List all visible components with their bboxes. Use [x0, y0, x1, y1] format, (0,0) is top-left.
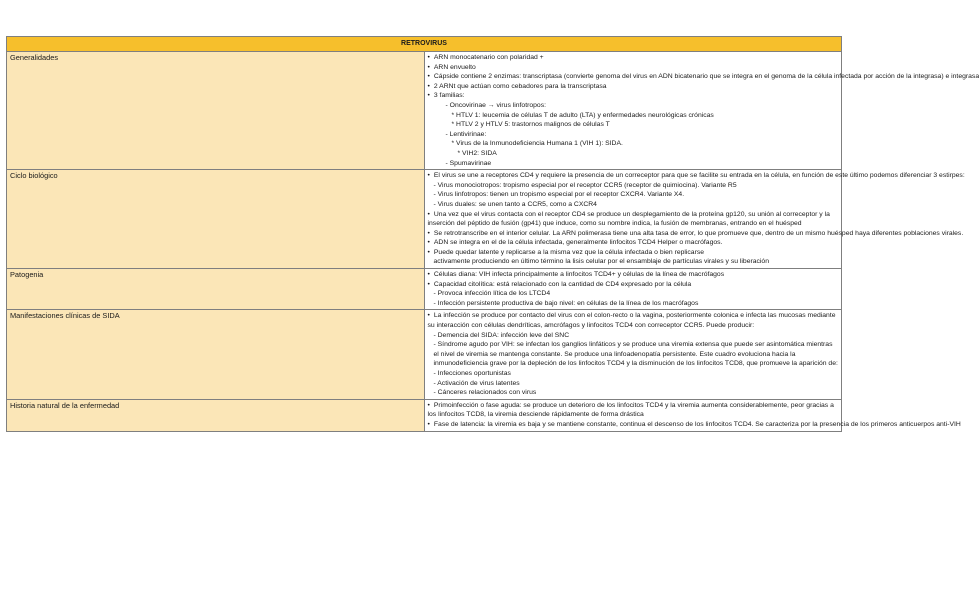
section-row-ciclo-biologico — [7, 170, 842, 269]
bullet-item: • ARN envuelto — [428, 63, 839, 73]
sub-item: - Demencia del SIDA: infección leve del SNC — [433, 331, 570, 339]
section-row-manifestaciones-clinicas-de-sida — [7, 310, 842, 399]
section-row-patogenia — [7, 269, 842, 310]
bullet-item: • Capacidad citolítica: está relacionado con la cantidad de CD4 expresado por la célula — [428, 280, 839, 290]
section-label: Historia natural de la enfermedad — [7, 399, 425, 431]
bullet-item: • ADN se integra en el de la célula infectada, generalmente linfocitos TCD4 Helper o macrófagos. — [428, 238, 839, 248]
bullet-item: • ARN monocatenario con polaridad + — [428, 53, 839, 63]
bullet-item: • Se retrotranscribe en el interior celular. La ARN polimerasa tiene una alta tasa de error, lo que promueve que, dentro de un mismo huésped haya diferentes poblaciones virales. — [428, 229, 839, 239]
sub-item: * Virus de la Inmunodeficiencia Humana 1 (VIH 1): SIDA. — [451, 140, 623, 148]
bullet-item: • El virus se une a receptores CD4 y requiere la presencia de un correceptor para que se facilite su entrada en la célula, en función de este último podemos diferenciar 3 estirpes: — [428, 171, 839, 181]
section-content — [424, 399, 961, 431]
bullet-item: • La infección se produce por contacto del virus con el colon-recto o la vagina, posteriormente colonica e infecta las mucosas mediante su interacción con células dendríticas, amcrófagos y linfocitos TCD4 con correceptor CCR5. Puede producir: — [428, 311, 839, 330]
table-title: RETROVIRUS — [7, 37, 842, 52]
bullet-item: • Puede quedar latente y replicarse a la misma vez que la célula infectada o bien replicarse — [428, 248, 839, 258]
sub-item: - Virus linfotropos: tienen un tropismo especial por el receptor CXCR4. Variante X4. — [433, 191, 685, 199]
sub-item: * HTLV 2 y HTLV 5: trastornos malignos de células T — [451, 121, 610, 129]
table-header-row — [7, 37, 842, 52]
sub-item: - Infección persistente productiva de bajo nivel: en células de la línea de los macrófagos — [433, 299, 699, 307]
sub-item: - Síndrome agudo por VIH: se infectan los ganglios linfáticos y se produce una viremia extensa que puede ser asintomática mientras el nivel de viremia se mantenga constante. Se produce una linfoadenopatía persistente. Este cuadro evoluciona hacia la inmunodeficiencia grave por la depleción de los linfocitos TCD4 y la disminución de los linfocitos TCD8, que promueve la aparición de: — [433, 341, 838, 368]
sub-item: - Virus monociotropos: tropismo especial por el receptor CCR5 (receptor de quimiocina). Variante R5 — [433, 181, 737, 189]
bullet-item: • Cápside contiene 2 enzimas: transcriptasa (convierte genoma del virus en ADN bicatenario que se integra en el genoma de la célula infectada por acción de la integrasa) e integrasa — [428, 72, 839, 82]
sub-item: - Provoca infección lítica de los LTCD4 — [433, 290, 551, 298]
sub-item: * VIH2: SIDA — [457, 149, 497, 157]
section-content — [424, 170, 965, 269]
sub-item: - Spumavirinae — [445, 159, 492, 167]
bullet-item: • Una vez que el virus contacta con el receptor CD4 se produce un desplegamiento de la proteína gp120, su unión al correceptor y la inserción del péptido de fusión (gp41) que induce, como su nombre indica, la fusión de membranas, entrando en el huésped — [428, 210, 839, 229]
sub-item: - Virus duales: se unen tanto a CCR5, como a CXCR4 — [433, 200, 597, 208]
section-row-generalidades — [7, 52, 842, 170]
bullet-item: • Fase de latencia: la viremia es baja y se mantiene constante, continua el descenso de los linfocitos TCD4. Se caracteriza por la presencia de los primeros anticuerpos anti-VIH — [428, 420, 839, 430]
bullet-item: • Células diana: VIH infecta principalmente a linfocitos TCD4+ y células de la línea de macrófagos — [428, 270, 839, 280]
section-content — [424, 52, 979, 170]
sub-item: - Infecciones oportunistas — [433, 370, 511, 377]
section-content — [424, 269, 842, 310]
bullet-item: • Primoinfección o fase aguda: se produce un deterioro de los linfocitos TCD4 y la viremia aumenta considerablemente, peor gracias a los linfocitos TCD8, la viremia desciende rápidamente de forma drástica — [428, 401, 839, 420]
section-label: Ciclo biológico — [7, 170, 425, 269]
document-page — [6, 36, 979, 432]
sub-item: - Lentivirinae: — [445, 130, 487, 138]
section-label: Manifestaciones clínicas de SIDA — [7, 310, 425, 399]
sub-item: - Oncovirinae → virus linfotropos: — [445, 101, 546, 109]
section-label: Generalidades — [7, 52, 425, 170]
section-label: Patogenia — [7, 269, 425, 310]
sub-item: - Cánceres relacionados con virus — [433, 389, 537, 397]
retrovirus-table — [6, 36, 979, 432]
bullet-item: • 3 familias: — [428, 91, 839, 101]
sub-item: - Activación de virus latentes — [433, 379, 520, 387]
bullet-item: • 2 ARNt que actúan como cebadores para la transcriptasa — [428, 82, 839, 92]
sub-item: activamente produciendo en último término la lisis celular por el ensamblaje de partículas virales y su liberación — [433, 258, 769, 266]
table-body — [7, 37, 979, 432]
section-row-historia-natural-de-la-enfermedad — [7, 399, 842, 431]
section-content — [424, 310, 842, 399]
sub-item: * HTLV 1: leucemia de células T de adulto (LTA) y enfermedades neurológicas crónicas — [451, 111, 714, 119]
